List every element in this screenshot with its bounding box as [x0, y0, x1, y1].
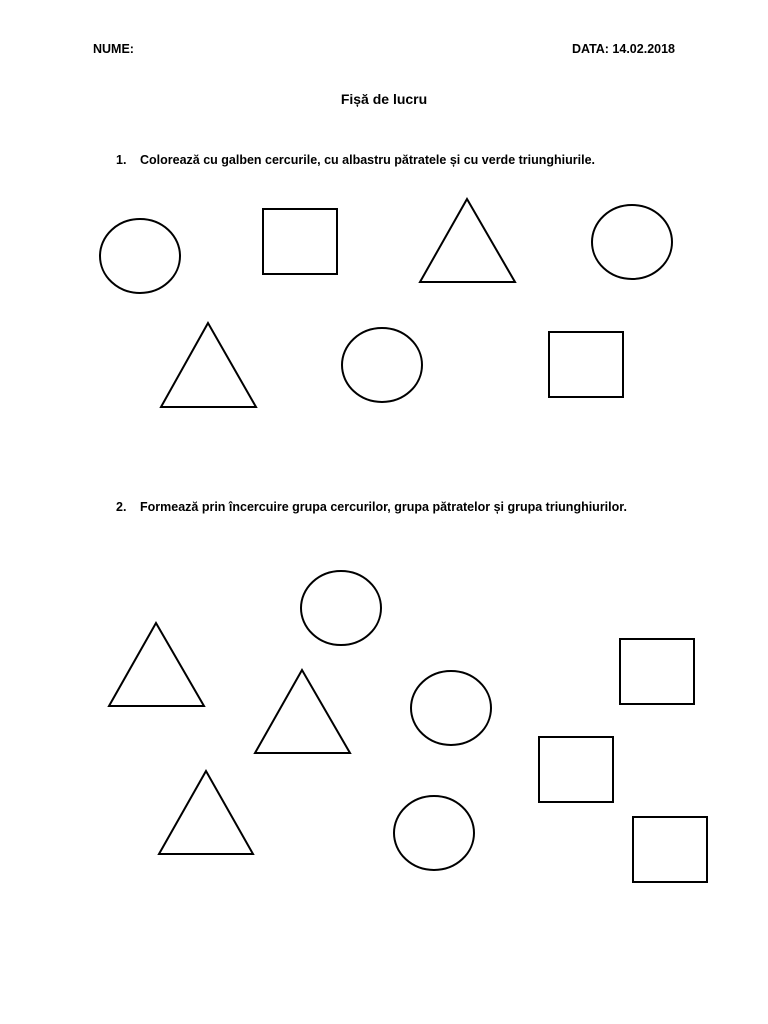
- worksheet-title: Fișă de lucru: [340, 91, 428, 107]
- exercise-2-number: 2.: [116, 500, 127, 514]
- square-shape: [620, 639, 694, 704]
- square-shape: [539, 737, 613, 802]
- triangle-shape: [159, 771, 253, 854]
- triangle-shape: [109, 623, 204, 706]
- square-shape: [263, 209, 337, 274]
- circle-shape: [100, 219, 180, 293]
- exercise-1-text: Colorează cu galben cercurile, cu albastru pătratele și cu verde triunghiurile.: [140, 153, 596, 167]
- exercise-1-shapes: [100, 199, 672, 407]
- circle-shape: [411, 671, 491, 745]
- circle-shape: [342, 328, 422, 402]
- triangle-shape: [161, 323, 256, 407]
- triangle-shape: [255, 670, 350, 753]
- circle-shape: [394, 796, 474, 870]
- exercise-2-shapes: [109, 571, 707, 882]
- square-shape: [633, 817, 707, 882]
- circle-shape: [592, 205, 672, 279]
- triangle-shape: [420, 199, 515, 282]
- date-label: DATA: 14.02.2018: [571, 42, 675, 56]
- exercise-1-number: 1.: [116, 153, 127, 167]
- circle-shape: [301, 571, 381, 645]
- square-shape: [549, 332, 623, 397]
- name-label: NUME:: [93, 42, 134, 56]
- exercise-2-text: Formează prin încercuire grupa cercurilor, grupa pătratelor și grupa triunghiurilor.: [140, 500, 627, 514]
